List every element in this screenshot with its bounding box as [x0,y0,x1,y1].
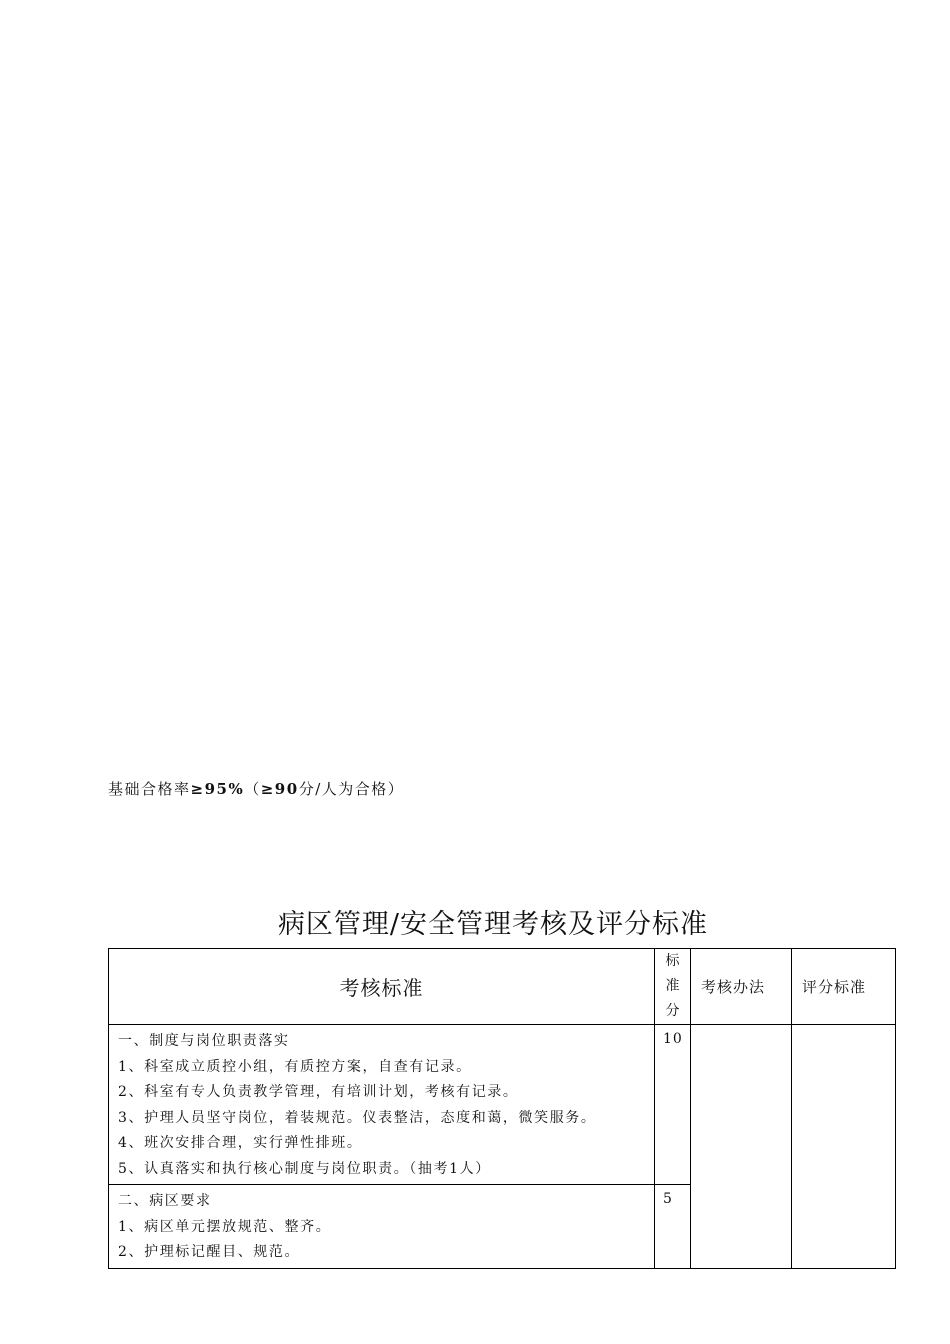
note-paren: （ [244,780,261,798]
criteria-item: 5、认真落实和执行核心制度与岗位职责。（抽考1人） [118,1160,491,1177]
header-method: 考核办法 [691,949,792,1025]
note-suffix: 分/人为合格） [298,780,405,798]
criteria-item: 2、护理标记醒目、规范。 [118,1244,301,1260]
scoring-rule-cell [792,1025,896,1269]
header-standard-score [655,949,691,1025]
table-row [109,1025,896,1185]
header-score-char: 准 [665,978,680,994]
section-criteria [109,1025,655,1185]
note-rate: ≥95% [190,780,245,798]
section-score: 10 [655,1025,691,1185]
criteria-item: 1、病区单元摆放规范、整齐。 [118,1218,332,1235]
section-criteria [109,1185,655,1269]
criteria-item: 4、班次安排合理，实行弹性排班。 [118,1135,363,1151]
criteria-item: 1、科室成立质控小组，有质控方案，自查有记录。 [118,1058,472,1075]
qualification-note [108,778,404,799]
page-title: 病区管理/安全管理考核及评分标准 [277,909,709,940]
assessment-table [108,948,896,1269]
note-threshold: ≥90 [260,780,299,798]
header-scoring-rule: 评分标准 [792,949,896,1025]
table-header-row [109,949,896,1025]
section-heading: 二、病区要求 [118,1193,212,1209]
criteria-item: 2、科室有专人负责教学管理，有培训计划，考核有记录。 [118,1084,519,1100]
section-heading: 一、制度与岗位职责落实 [118,1033,290,1049]
note-prefix: 基础合格率 [108,780,191,798]
section-score: 5 [655,1185,691,1269]
header-score-char: 标 [665,953,680,969]
header-score-char: 分 [665,1003,680,1019]
header-criteria: 考核标准 [109,949,655,1025]
method-cell [691,1025,792,1269]
criteria-item: 3、护理人员坚守岗位，着装规范。仪表整洁，态度和蔼，微笑服务。 [118,1109,597,1126]
